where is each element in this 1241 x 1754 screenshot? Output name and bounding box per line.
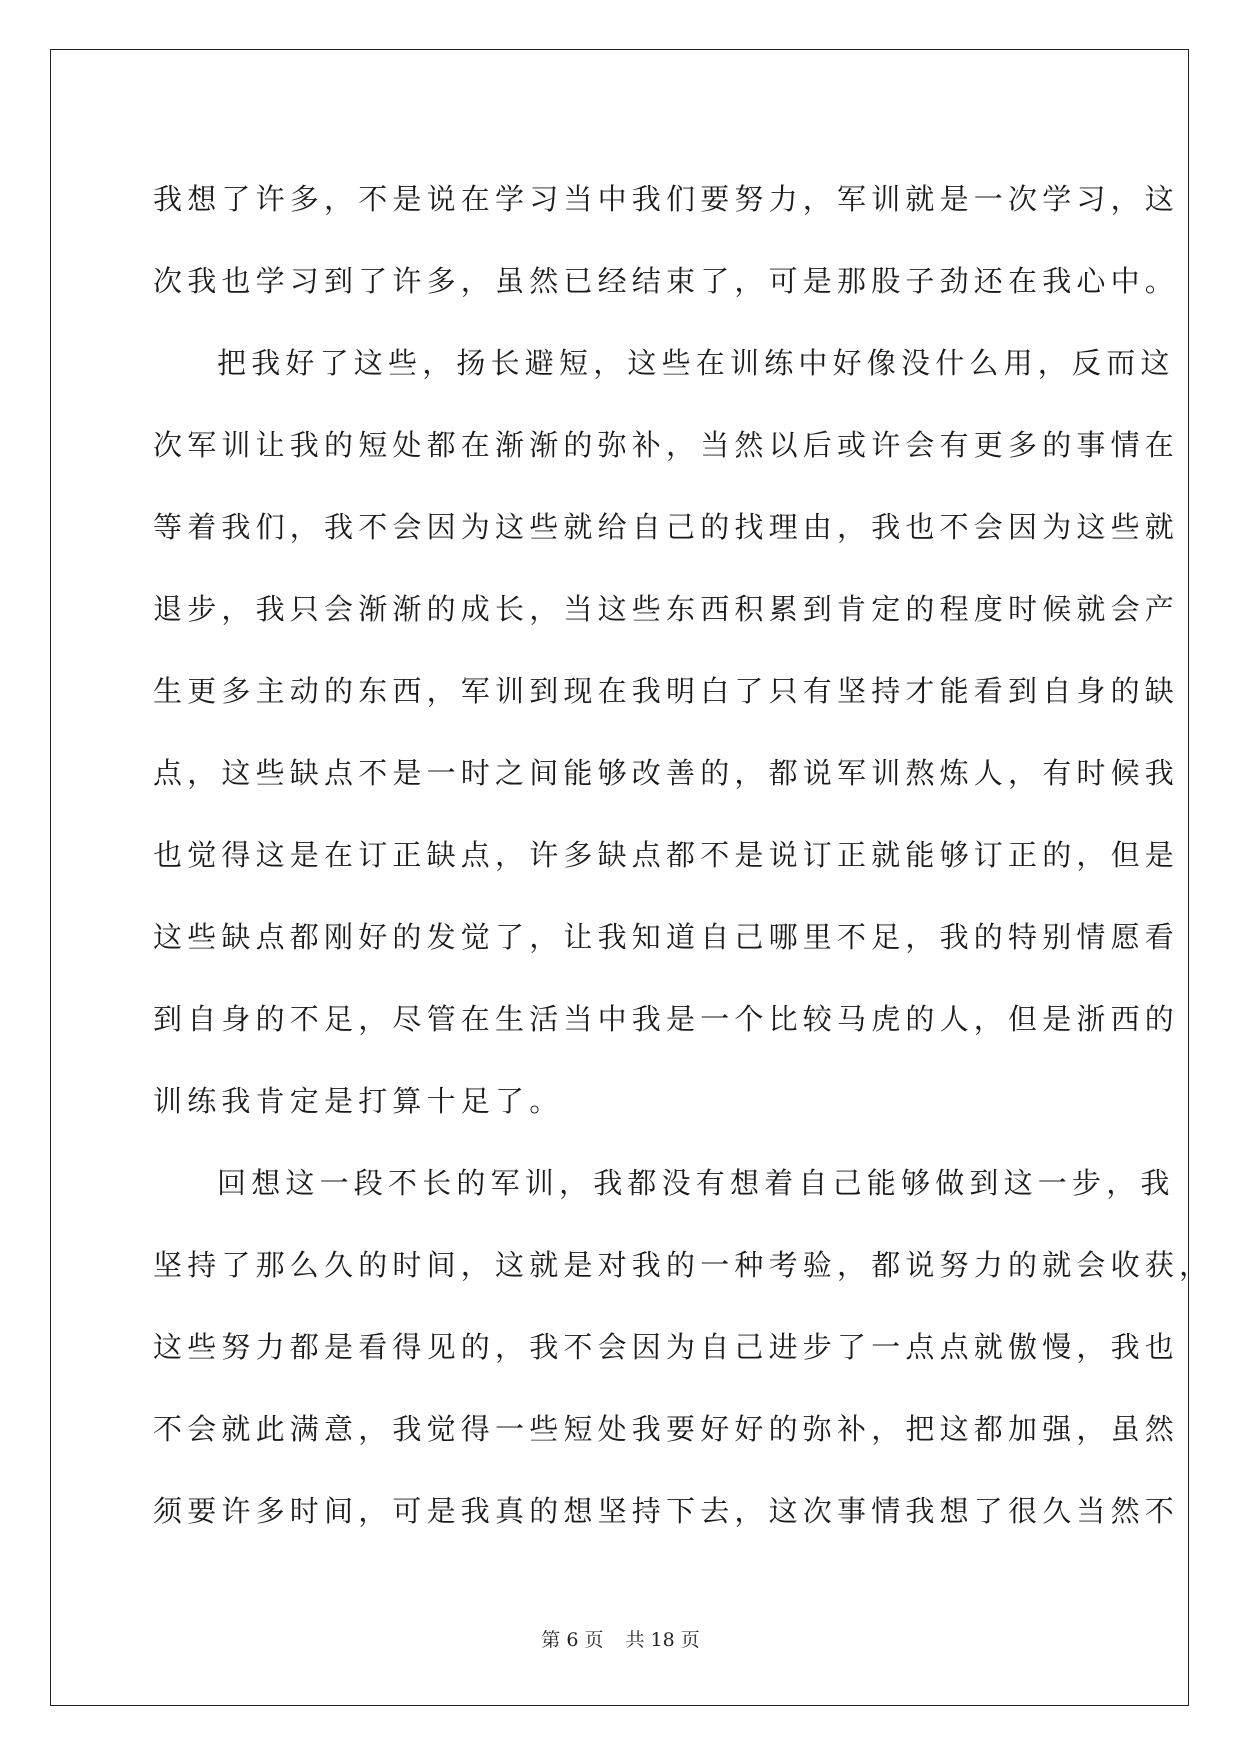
text-line: 回想这一段不长的军训，我都没有想着自己能够做到这一步，我 — [217, 1166, 1175, 1200]
paragraph — [153, 158, 1180, 322]
text-line: 次我也学习到了许多，虽然已经结束了，可是那股子劲还在我心中。 — [153, 264, 1180, 298]
text-line: 点，这些缺点不是一时之间能够改善的，都说军训熬炼人，有时候我 — [153, 756, 1180, 790]
text-line: 把我好了这些，扬长避短，这些在训练中好像没什么用，反而这 — [217, 346, 1175, 380]
text-line: 训练我肯定是打算十足了。 — [153, 1084, 564, 1118]
text-line: 须要许多时间，可是我真的想坚持下去，这次事情我想了很久当然不 — [153, 1494, 1180, 1528]
text-line: 也觉得这是在订正缺点，许多缺点都不是说订正就能够订正的，但是 — [153, 838, 1180, 872]
page-number: 第 6 页 — [541, 1629, 604, 1651]
text-line: 生更多主动的东西，军训到现在我明白了只有坚持才能看到自身的缺 — [153, 674, 1180, 708]
text-line: 我想了许多，不是说在学习当中我们要努力，军训就是一次学习，这 — [153, 182, 1180, 216]
document-body — [153, 158, 1214, 1552]
text-line: 等着我们，我不会因为这些就给自己的找理由，我也不会因为这些就 — [153, 510, 1180, 544]
paragraph — [153, 322, 1180, 1142]
page-total: 共 18 页 — [625, 1629, 700, 1651]
text-line: 次军训让我的短处都在渐渐的弥补，当然以后或许会有更多的事情在 — [153, 428, 1180, 462]
paragraph — [153, 1142, 1214, 1552]
text-line: 不会就此满意，我觉得一些短处我要好好的弥补，把这都加强，虽然 — [153, 1412, 1180, 1446]
text-line: 坚持了那么久的时间，这就是对我的一种考验，都说努力的就会收获， — [153, 1248, 1214, 1282]
text-line: 这些努力都是看得见的，我不会因为自己进步了一点点就傲慢，我也 — [153, 1330, 1180, 1364]
text-line: 到自身的不足，尽管在生活当中我是一个比较马虎的人，但是浙西的 — [153, 1002, 1180, 1036]
text-line: 这些缺点都刚好的发觉了，让我知道自己哪里不足，我的特别情愿看 — [153, 920, 1180, 954]
text-line: 退步，我只会渐渐的成长，当这些东西积累到肯定的程度时候就会产 — [153, 592, 1180, 626]
page-footer — [0, 1625, 1241, 1652]
